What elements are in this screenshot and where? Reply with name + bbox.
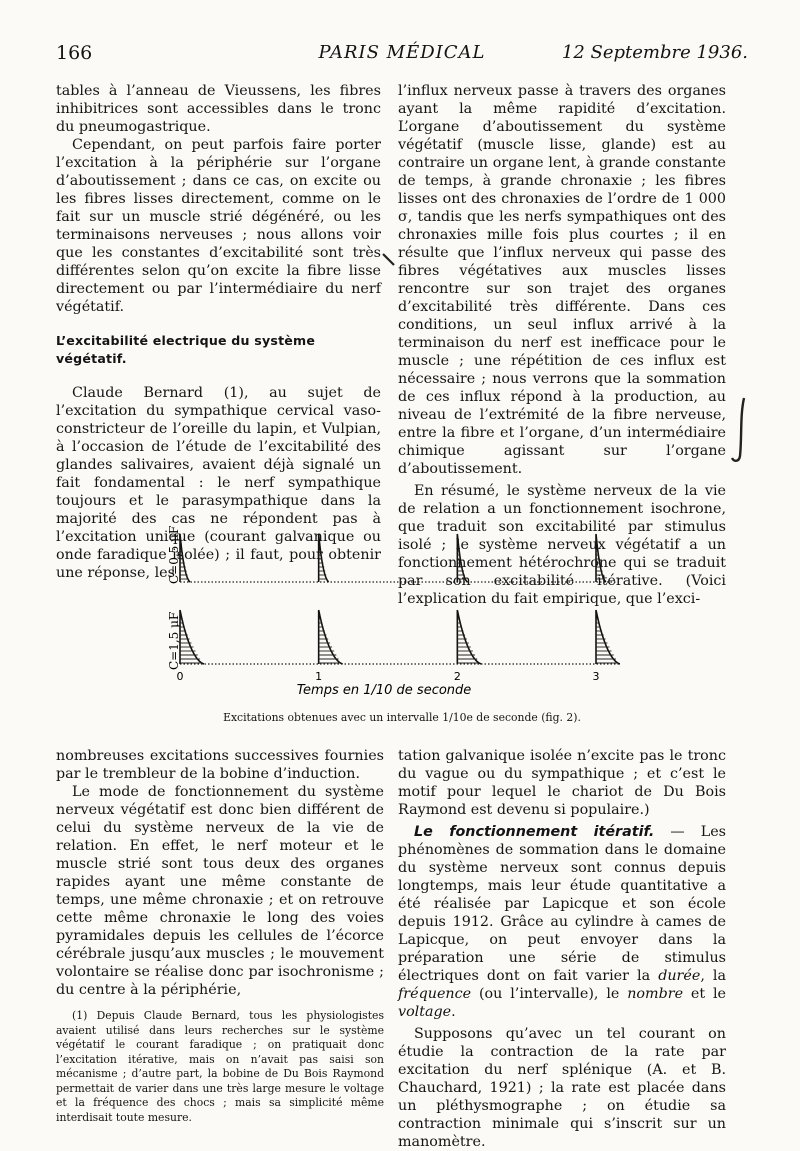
pulse — [596, 610, 620, 664]
paragraph: Claude Bernard (1), au sujet de l’excitation du sympathique cervical vaso-constricteur de l’oreille du lapin, et Vulpian, à l’occasion de l’étude de l’excitabilité des glandes salivaires, avaient déjà signalé un fait fondamental : le nerf sympathique toujours et le parasympathique dans la majorité des cas ne répondent pas à l’excitation unique (courant galvanique ou onde faradique isolée) ; il faut, pour obtenir une réponse, les — [56, 385, 381, 581]
pulse — [180, 610, 204, 664]
text-run: durée — [658, 968, 701, 984]
excitation-chart — [150, 520, 620, 710]
column-top-left — [56, 82, 381, 582]
paragraph: Cependant, on peut parfois faire porter l’excitation à la périphérie sur l’organe d’aboutissement ; dans ce cas, on excite ou les fibres lisses directement, comme on le fait sur un muscle strié dégénéré, ou les terminaisons nerveuses ; nous allons voir que les constantes d’excitabilité sont très différentes selon qu’on excite la fibre lisse directement ou par l’intermédiaire du nerf végétatif. — [56, 137, 381, 315]
text-run: et le — [683, 986, 726, 1002]
x-tick-label: 0 — [176, 670, 184, 683]
pencil-mark — [380, 250, 400, 270]
issue-date: 12 Septembre 1936. — [561, 42, 748, 63]
paragraph: Supposons qu’avec un tel courant on étudie la contraction de la rate par excitation du nerf splénique (A. et B. Chauchard, 1921) ; la rate est placée dans un pléthysmographe ; on étudie sa contraction minimale qui s’inscrit sur un manomètre. — [398, 1026, 726, 1150]
pulse — [596, 534, 606, 582]
series-label-bottom: C=1,5 μF — [167, 611, 181, 670]
figure-caption: Excitations obtenues avec un intervalle 1/10e de seconde (fig. 2). — [223, 711, 581, 724]
page-number: 166 — [56, 42, 93, 64]
text-run: (ou l’intervalle), le — [471, 986, 628, 1002]
paragraph: nombreuses excitations successives fournies par le trembleur de la bobine d’induction. — [56, 748, 384, 782]
x-tick-label: 3 — [592, 670, 600, 683]
paragraph: tables à l’anneau de Vieussens, les fibres inhibitrices sont accessibles dans le tronc du pneumogastrique. — [56, 83, 381, 135]
text-run: fréquence — [398, 986, 472, 1002]
column-bottom-right — [398, 747, 726, 1151]
pencil-bracket — [728, 396, 752, 466]
paragraph: tation galvanique isolée n’excite pas le tronc du vague ou du sympathique ; et c’est le motif pour lequel le chariot de Du Bois Raymond est devenu si populaire.) — [398, 748, 726, 818]
series-label-top: C=0,5 μF — [167, 525, 181, 584]
pulse — [180, 534, 190, 582]
paragraph: En résumé, le système nerveux de la vie de relation a un fonctionnement isochrone, que traduit son excitabilité par stimulus isolé ; le système nerveux végétatif a un fonctionnement hétérochrone qui se traduit par son excitabilité itérative. (Voici l’explication du fait empirique, que l’exci- — [398, 483, 726, 607]
section-title: L’excitabilité electrique du système végétatif. — [56, 333, 316, 366]
runin-title: Le fonctionnement itératif. — [414, 824, 655, 840]
excitation-figure — [150, 520, 620, 710]
journal-title: PARIS MÉDICAL — [318, 42, 486, 63]
pulse — [457, 610, 481, 664]
x-tick-label: 1 — [315, 670, 323, 683]
text-run: . — [451, 1004, 456, 1020]
text-run: — Les phénomènes de sommation dans le domaine du système nerveux sont connus depuis longtemps, mais leur étude quantitative a été réalisée par Lapicque et son école depuis 1912. Grâce au cylindre à cames de Lapicque, on peut envoyer dans la préparation une série de stimulus électriques dont on fait varier la — [398, 824, 726, 984]
x-tick-label: 2 — [453, 670, 461, 683]
paragraph: Le mode de fonctionnement du système nerveux végétatif est donc bien différent de celui du système nerveux de la vie de relation. En effet, le nerf moteur et le muscle strié sont tous deux des organes rapides ayant une même constante de temps, une même chronaxie ; et on retrouve cette même chronaxie le long des voies pyramidales depuis les cellules de l’écorce cérébrale jusqu’aux muscles ; le mouvement volontaire se réalise donc par isochronisme ; du centre à la périphérie, — [56, 784, 384, 998]
paragraph: l’influx nerveux passe à travers des organes ayant la même rapidité d’excitation. L’organe d’aboutissement du système végétatif (muscle lisse, glande) est au contraire un organe lent, à grande constante de temps, à grande chronaxie ; les fibres lisses ont des chronaxies de l’ordre de 1 000 σ, tandis que les nerfs sympathiques ont des chronaxies mille fois plus courtes ; il en résulte que l’influx nerveux qui passe des fibres végétatives aux muscles lisses rencontre sur son trajet des organes d’excitabilité très différente. Dans ces conditions, un seul influx arrivé à la terminaison du nerf est inefficace pour le muscle ; une répétition de ces influx est nécessaire ; nous verrons que la sommation de ces influx répond à la production, au niveau de l’extrémité de la fibre nerveuse, entre la fibre et l’organe, d’un intermédiaire chimique agissant sur l’organe d’aboutissement. — [398, 83, 726, 477]
text-run: , la — [700, 968, 727, 984]
pulse — [319, 534, 329, 582]
footnote: (1) Depuis Claude Bernard, tous les physiologistes avaient utilisé dans leurs recherches sur le système végétatif le courant faradique ; on pratiquait donc l’excitation itérative, mais on n’avait pas saisi son mécanisme ; d’autre part, la bobine de Du Bois Raymond permettait de varier dans une très large mesure le voltage et la fréquence des chocs ; mais sa simplicité même interdisait toute mesure. — [56, 1009, 384, 1124]
page-header — [56, 42, 748, 70]
column-bottom-left — [56, 747, 384, 1125]
pulse — [319, 610, 343, 664]
text-run: nombre — [627, 986, 684, 1002]
text-run: voltage — [398, 1004, 452, 1020]
x-axis-label: Temps en 1/10 de seconde — [296, 683, 472, 698]
pulse — [457, 534, 467, 582]
paragraph — [398, 823, 726, 1021]
